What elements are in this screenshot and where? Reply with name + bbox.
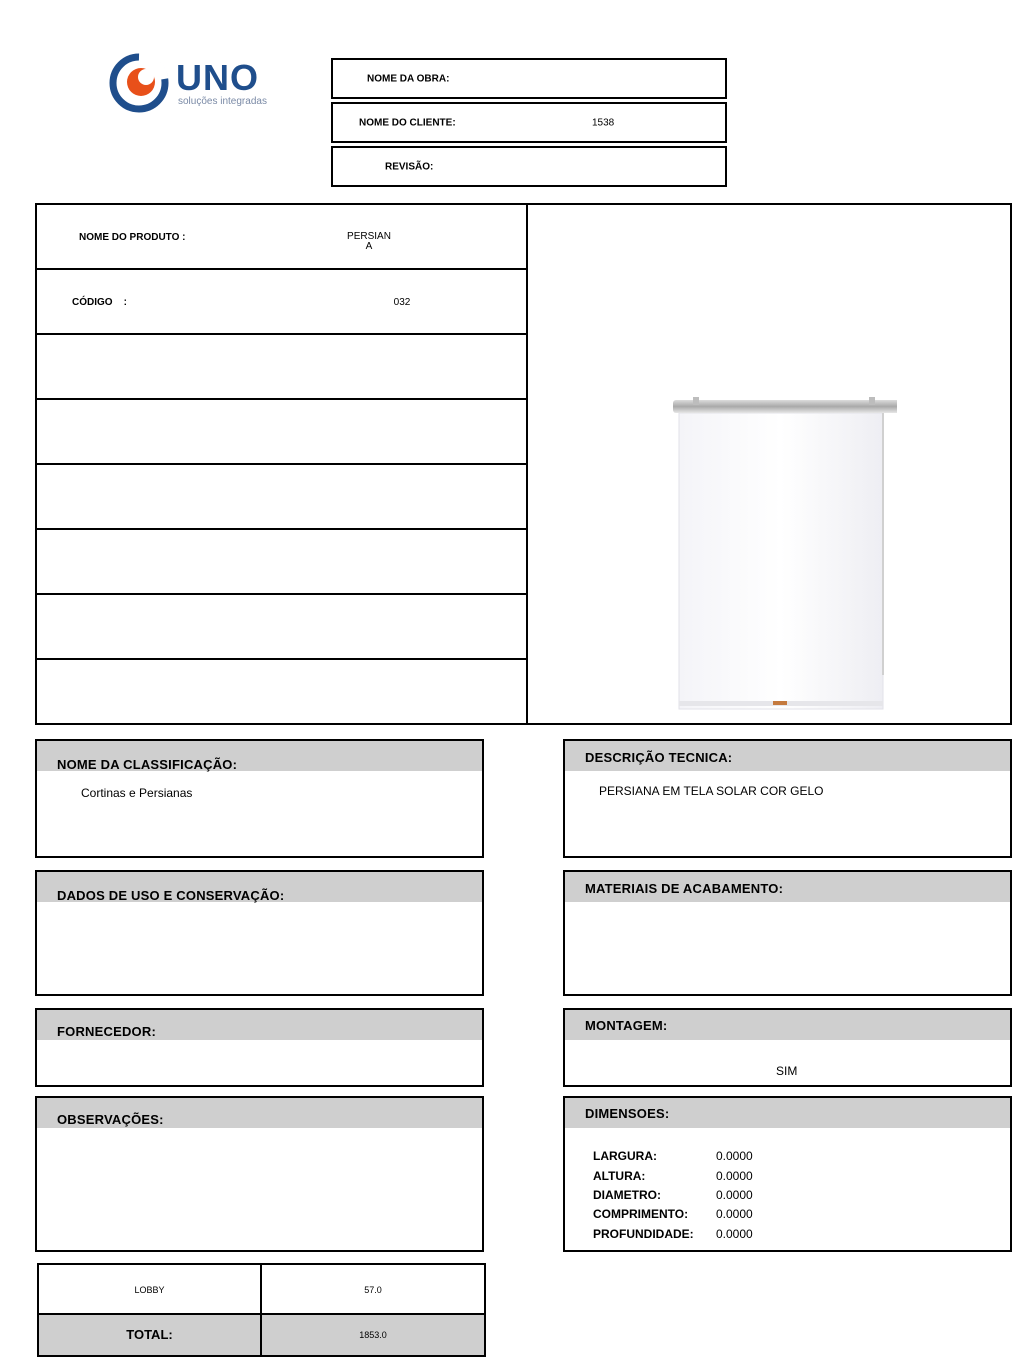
total-value-cell [262, 1315, 484, 1355]
dimensoes-title: DIMENSOES: [585, 1106, 670, 1121]
product-empty-row [37, 595, 526, 660]
logo-brand: UNO [176, 57, 259, 98]
fornecedor-section [35, 1008, 484, 1087]
dimension-row: COMPRIMENTO: 0.0000 [593, 1207, 753, 1221]
product-rows [37, 205, 528, 723]
dimension-row: ALTURA: 0.0000 [593, 1169, 753, 1183]
location-cell [39, 1265, 262, 1315]
total-label: TOTAL: [126, 1327, 173, 1342]
observacoes-section [35, 1096, 484, 1252]
location-label: LOBBY [134, 1285, 165, 1295]
dimension-row: DIAMETRO: 0.0000 [593, 1188, 753, 1202]
classificacao-section [35, 739, 484, 858]
product-name-label: NOME DO PRODUTO : [79, 232, 186, 243]
obra-box [331, 58, 727, 99]
classificacao-title: NOME DA CLASSIFICAÇÃO: [57, 757, 238, 772]
classificacao-value: Cortinas e Persianas [81, 786, 193, 800]
logo-tagline: soluções integradas [178, 96, 267, 107]
logo-mark-icon [108, 52, 170, 114]
cliente-label: NOME DO CLIENTE: [359, 117, 456, 128]
obra-label: NOME DA OBRA: [367, 73, 450, 84]
product-code-label: CÓDIGO : [72, 297, 127, 308]
product-code-row [37, 270, 526, 335]
fornecedor-title: FORNECEDOR: [57, 1024, 156, 1039]
cliente-value: 1538 [592, 117, 615, 128]
descricao-value: PERSIANA EM TELA SOLAR COR GELO [599, 784, 824, 798]
product-table [35, 203, 1012, 725]
product-empty-row [37, 400, 526, 465]
materiais-title: MATERIAIS DE ACABAMENTO: [585, 881, 784, 896]
montagem-section [563, 1008, 1012, 1087]
dimension-row: PROFUNDIDADE: 0.0000 [593, 1227, 753, 1241]
product-empty-row [37, 465, 526, 530]
totals-table [37, 1263, 486, 1357]
dimension-row: LARGURA: 0.0000 [593, 1149, 753, 1163]
product-empty-row [37, 335, 526, 400]
uso-section [35, 870, 484, 996]
location-value-cell [262, 1265, 484, 1315]
uso-title: DADOS DE USO E CONSERVAÇÃO: [57, 888, 285, 903]
product-empty-row [37, 660, 526, 725]
revisao-label: REVISÃO: [385, 161, 434, 172]
product-name-value: PERSIAN A [347, 231, 391, 252]
total-label-cell [39, 1315, 262, 1355]
descricao-title: DESCRIÇÃO TECNICA: [585, 750, 733, 765]
product-empty-row [37, 530, 526, 595]
product-code-value: 032 [393, 297, 411, 308]
descricao-section [563, 739, 1012, 858]
materiais-section [563, 870, 1012, 996]
location-value: 57.0 [364, 1285, 382, 1295]
montagem-value: SIM [776, 1064, 798, 1078]
logo [108, 52, 278, 116]
product-image [657, 395, 897, 715]
roller-blind-icon [657, 395, 897, 715]
dimensoes-section [563, 1096, 1012, 1252]
cliente-box [331, 102, 727, 143]
montagem-title: MONTAGEM: [585, 1018, 668, 1033]
revisao-box [331, 146, 727, 187]
total-value: 1853.0 [359, 1330, 387, 1340]
observacoes-title: OBSERVAÇÕES: [57, 1112, 164, 1127]
product-name-row [37, 205, 526, 270]
